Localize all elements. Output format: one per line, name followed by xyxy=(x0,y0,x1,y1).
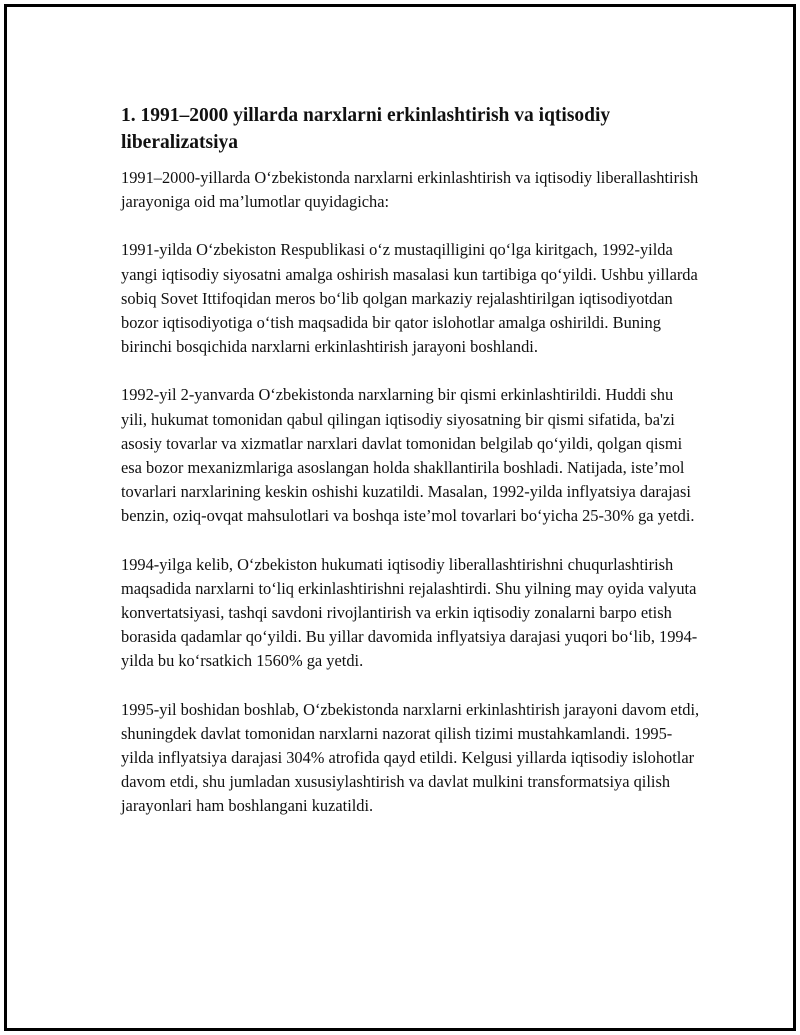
paragraph-1994: 1994-yilga kelib, O‘zbekiston hukumati iqtisodiy liberallashtirishni chuqurlashtirish maqsadida narxlarni to‘liq erkinlashtirishni rejalashtirdi. Shu yilning may oyida valyuta konvertatsiyasi, tashqi savdoni rivojlantirish va erkin iqtisodiy zonalarni barpo etish borasida qadamlar qo‘yildi. Bu yillar davomida inflyatsiya darajasi yuqori bo‘lib, 1994-yilda bu ko‘rsatkich 1560% ga yetdi. xyxy=(121,554,698,671)
paragraph-intro: 1991–2000-yillarda O‘zbekistonda narxlarni erkinlashtirish va iqtisodiy liberallashtirish jarayoniga oid ma’lumotlar quyidagicha: xyxy=(121,168,699,212)
paragraph-1992: 1992-yil 2-yanvarda O‘zbekistonda narxlarning bir qismi erkinlashtirildi. Huddi shu yili, hukumat tomonidan qabul qilingan iqtisodiy siyosatning bir qismi sifatida, ba'zi asosiy tovarlar va xizmatlar narxlari davlat tomonidan belgilab qo‘yildi, qolgan qismi esa bozor mexanizmlariga asoslangan holda shakllantirila boshladi. Natijada, iste’mol tovarlari narxlarining keskin oshishi kuzatildi. Masalan, 1992-yilda inflyatsiya darajasi benzin, oziq-ovqat mahsulotlari va boshqa iste’mol tovarlari bo‘yicha 25-30% ga yetdi. xyxy=(121,385,695,526)
paragraph-1991: 1991-yilda O‘zbekiston Respublikasi o‘z mustaqilligini qo‘lga kiritgach, 1992-yilda yangi iqtisodiy siyosatni amalga oshirish masalasi kun tartibiga qo‘yildi. Ushbu yillarda sobiq Sovet Ittifoqidan meros bo‘lib qolgan markaziy rejalashtirilgan iqtisodiyotdan bozor iqtisodiyotiga o‘tish maqsadida bir qator islohotlar amalga oshirildi. Buning birinchi bosqichida narxlarni erkinlashtirish jarayoni boshlandi. xyxy=(121,240,698,357)
paragraph-1995: 1995-yil boshidan boshlab, O‘zbekistonda narxlarni erkinlashtirish jarayoni davom etdi, shuningdek davlat tomonidan narxlarni nazorat qilish tizimi mustahkamlandi. 1995-yilda inflyatsiya darajasi 304% atrofida qayd etildi. Kelgusi yillarda iqtisodiy islohotlar davom etdi, shu jumladan xususiylashtirish va davlat mulkini transformatsiya qilish jarayonlari ham boshlangani kuzatildi. xyxy=(121,699,700,816)
page-frame xyxy=(4,4,796,1031)
section-heading: 1. 1991–2000 yillarda narxlarni erkinlashtirish va iqtisodiy liberalizatsiya xyxy=(121,105,611,153)
document-body xyxy=(121,102,701,819)
